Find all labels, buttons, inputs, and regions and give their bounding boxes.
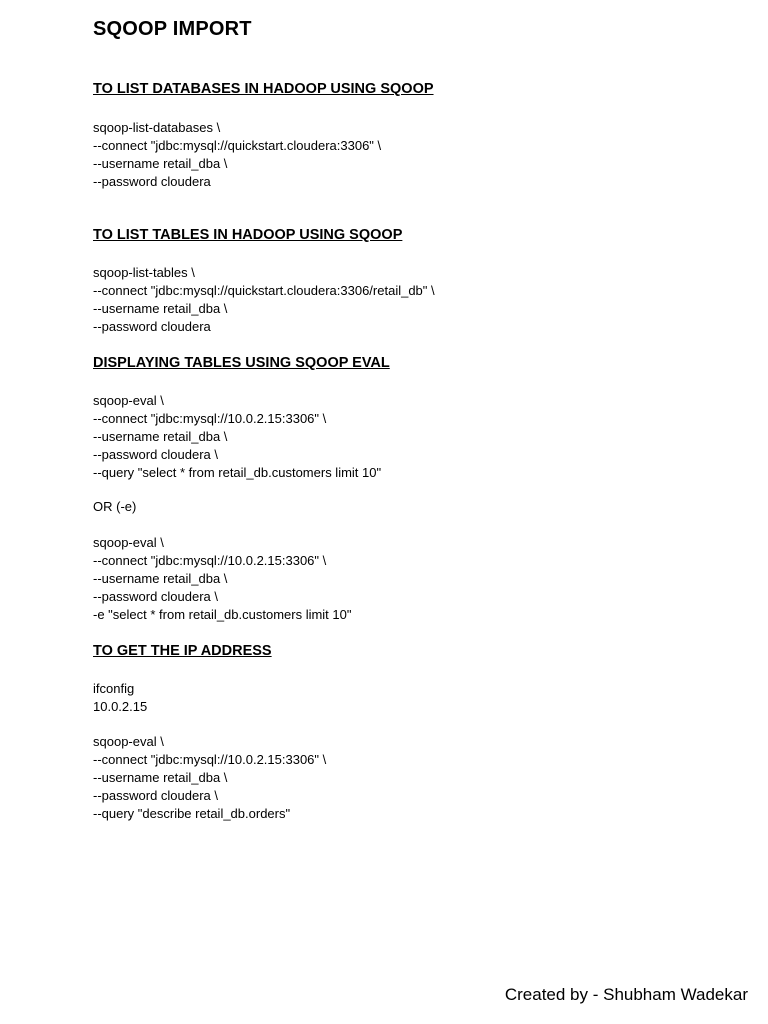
section-heading-list-tables: TO LIST TABLES IN HADOOP USING SQOOP	[93, 227, 403, 243]
code-line: 10.0.2.15	[93, 698, 148, 714]
section-heading-list-databases: TO LIST DATABASES IN HADOOP USING SQOOP	[93, 81, 434, 97]
code-line: --query "select * from retail_db.customers limit 10"	[93, 464, 382, 480]
section-heading-ip-address: TO GET THE IP ADDRESS	[93, 643, 272, 659]
code-line: --password cloudera	[93, 318, 211, 334]
code-line: -e "select * from retail_db.customers limit 10"	[93, 606, 352, 622]
code-line: --username retail_dba \	[93, 769, 228, 785]
code-line: sqoop-eval \	[93, 535, 164, 550]
code-line: ifconfig	[93, 681, 135, 696]
code-line: --connect "jdbc:mysql://quickstart.cloudera:3306/retail_db" \	[93, 282, 435, 298]
code-line: sqoop-list-databases \	[93, 120, 221, 135]
code-block-list-databases	[93, 119, 381, 191]
code-line: --username retail_dba \	[93, 300, 228, 316]
code-line: --username retail_dba \	[93, 428, 228, 444]
code-line: --connect "jdbc:mysql://10.0.2.15:3306" \	[93, 410, 327, 426]
code-block-eval-e	[93, 534, 351, 623]
code-line: --username retail_dba \	[93, 570, 228, 586]
code-line: sqoop-list-tables \	[93, 265, 195, 280]
code-line: --connect "jdbc:mysql://quickstart.cloudera:3306" \	[93, 137, 382, 153]
code-line: --username retail_dba \	[93, 155, 228, 171]
code-line: --connect "jdbc:mysql://10.0.2.15:3306" \	[93, 751, 327, 767]
code-block-ifconfig	[93, 680, 147, 716]
code-line: --password cloudera \	[93, 787, 218, 803]
or-text: OR (-e)	[93, 499, 137, 514]
code-block-eval-query	[93, 392, 381, 481]
code-line: --connect "jdbc:mysql://10.0.2.15:3306" \	[93, 552, 327, 568]
code-line: sqoop-eval \	[93, 734, 164, 749]
code-line: sqoop-eval \	[93, 393, 164, 408]
code-line: --password cloudera	[93, 173, 211, 189]
code-line: --password cloudera \	[93, 446, 218, 462]
code-block-list-tables	[93, 264, 435, 336]
code-block-describe	[93, 733, 326, 822]
code-line: --query "describe retail_db.orders"	[93, 805, 291, 821]
or-note	[93, 498, 136, 516]
section-heading-sqoop-eval: DISPLAYING TABLES USING SQOOP EVAL	[93, 355, 390, 371]
footer-credit: Created by - Shubham Wadekar	[504, 985, 748, 1004]
page-title: SQOOP IMPORT	[93, 18, 252, 40]
code-line: --password cloudera \	[93, 588, 218, 604]
